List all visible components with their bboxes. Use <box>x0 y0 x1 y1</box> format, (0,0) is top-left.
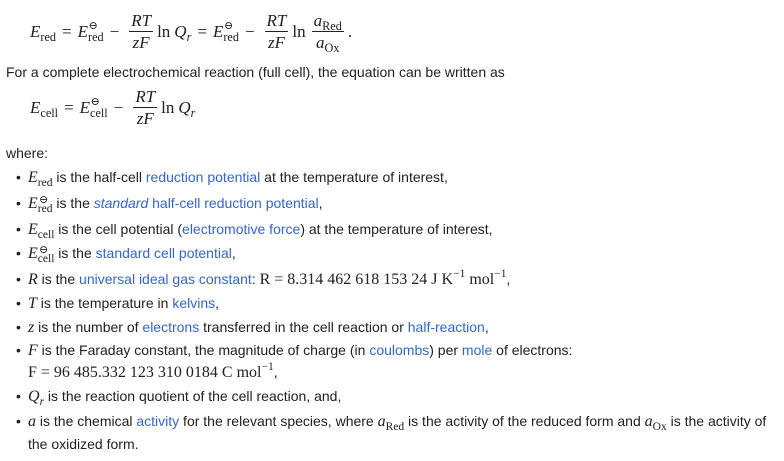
gas-constant-value: R = 8.314 462 618 153 24 J $K^{-1}$ mol$^{-1}$ <box>259 268 507 288</box>
equals-sign-3: = <box>64 97 74 117</box>
ln-operator-3: ln <box>161 97 175 117</box>
e-red-standard-symbol-2: E ⊖ $_{red}$ <box>212 19 239 44</box>
list-item: • F is the Faraday constant, the magnitude of charge (in coulombs) per mole of electrons: F = 96 485.332 123 310 0184 C mol$^{-1}$, <box>6 340 784 386</box>
e-red-var: $E_{red}$ <box>28 169 53 190</box>
ln-operator: ln <box>157 21 171 41</box>
universal-ideal-gas-constant-link[interactable]: universal ideal gas constant <box>79 271 252 287</box>
equals-sign-2: = <box>197 21 207 41</box>
faraday-constant-value: F = 96 485.332 123 310 0184 C mol$^{-1}$ <box>28 361 274 381</box>
kelvins-link[interactable]: kelvins <box>172 295 216 311</box>
list-item: • E ⊖ $_{red}$ is the standard half-cell reduction potential, <box>6 193 784 219</box>
e-cell-standard-var: E ⊖ $_{cell}$ <box>28 244 55 266</box>
activity-link[interactable]: activity <box>136 413 180 429</box>
ln-operator-2: ln <box>292 21 306 41</box>
reduction-potential-link[interactable]: reduction potential <box>145 169 261 185</box>
list-item: • $E_{red}$ is the half-cell reduction potential at the temperature of interest, <box>6 167 784 193</box>
a-red-var: $a_{Red}$ <box>377 413 405 434</box>
a-var: a <box>28 413 36 430</box>
where-label: where: <box>6 145 49 161</box>
nernst-equation-half-cell <box>30 11 353 56</box>
intro-paragraph: For a complete electrochemical reaction (full cell), the equation can be written as <box>6 64 505 80</box>
a-ox-var: $a_{Ox}$ <box>644 413 667 434</box>
minus-sign-3: − <box>113 97 124 117</box>
standard-link[interactable]: standard <box>93 195 149 211</box>
list-item: • $E_{cell}$ is the cell potential (electromotive force) at the temperature of interest, <box>6 219 784 243</box>
list-item: • E ⊖ $_{cell}$ is the standard cell potential, <box>6 243 784 269</box>
e-red-standard-symbol: E ⊖ $_{red}$ <box>77 19 104 44</box>
electromotive-force-link[interactable]: electromotive force <box>182 221 301 237</box>
e-cell-symbol: $E_{cell}$ <box>30 97 59 120</box>
standard-cell-potential-link[interactable]: standard cell potential <box>95 245 232 261</box>
coulombs-link[interactable]: coulombs <box>369 342 430 358</box>
period: . <box>347 21 353 41</box>
rt-over-zf-fraction-2: $\frac{RT}{zF}$ <box>266 11 287 52</box>
f-var: F <box>28 342 38 359</box>
half-cell-reduction-potential-link[interactable]: half-cell reduction potential <box>148 195 319 211</box>
e-cell-var: $E_{cell}$ <box>28 221 55 242</box>
q-r-symbol-2: $Q_r$ <box>178 97 196 120</box>
e-cell-standard-symbol: E ⊖ $_{cell}$ <box>79 95 108 120</box>
q-r-var: $Q_r$ <box>28 388 45 409</box>
half-reaction-link[interactable]: half-reaction <box>407 319 485 335</box>
t-var: T <box>28 295 37 312</box>
list-item: • R is the universal ideal gas constant: R = 8.314 462 618 153 24 J $K^{-1}$ mol$^{-1}$, <box>6 269 784 293</box>
r-var: R <box>28 271 38 288</box>
q-r-symbol: $Q_r$ <box>174 21 192 44</box>
electrons-link[interactable]: electrons <box>142 319 200 335</box>
z-var: z <box>28 319 35 336</box>
activity-ratio-fraction: $\frac{a_{Red}}{a_{Ox}}$ <box>313 11 342 56</box>
list-item: • a is the chemical activity for the relevant species, where $a_{Red}$ is the activity of the reduced form and $a_{Ox}$ is the activity of the oxidized form. <box>6 410 780 455</box>
minus-sign-2: − <box>244 21 255 41</box>
minus-sign: − <box>109 21 120 41</box>
variable-definitions-list <box>6 167 784 455</box>
list-item: • $Q_r$ is the reaction quotient of the cell reaction, and, <box>6 386 784 410</box>
e-red-symbol: $E_{red}$ <box>30 21 57 44</box>
nernst-equation-full-cell <box>30 88 195 127</box>
e-red-standard-var: E ⊖ $_{red}$ <box>28 194 53 216</box>
equals-sign: = <box>62 21 72 41</box>
list-item: • z is the number of electrons transferred in the cell reaction or half-reaction, <box>6 317 784 340</box>
list-item: • T is the temperature in kelvins, <box>6 293 784 317</box>
rt-over-zf-fraction: $\frac{RT}{zF}$ <box>131 11 152 52</box>
rt-over-zf-fraction-3: $\frac{RT}{zF}$ <box>135 87 156 128</box>
mole-link[interactable]: mole <box>461 342 493 358</box>
